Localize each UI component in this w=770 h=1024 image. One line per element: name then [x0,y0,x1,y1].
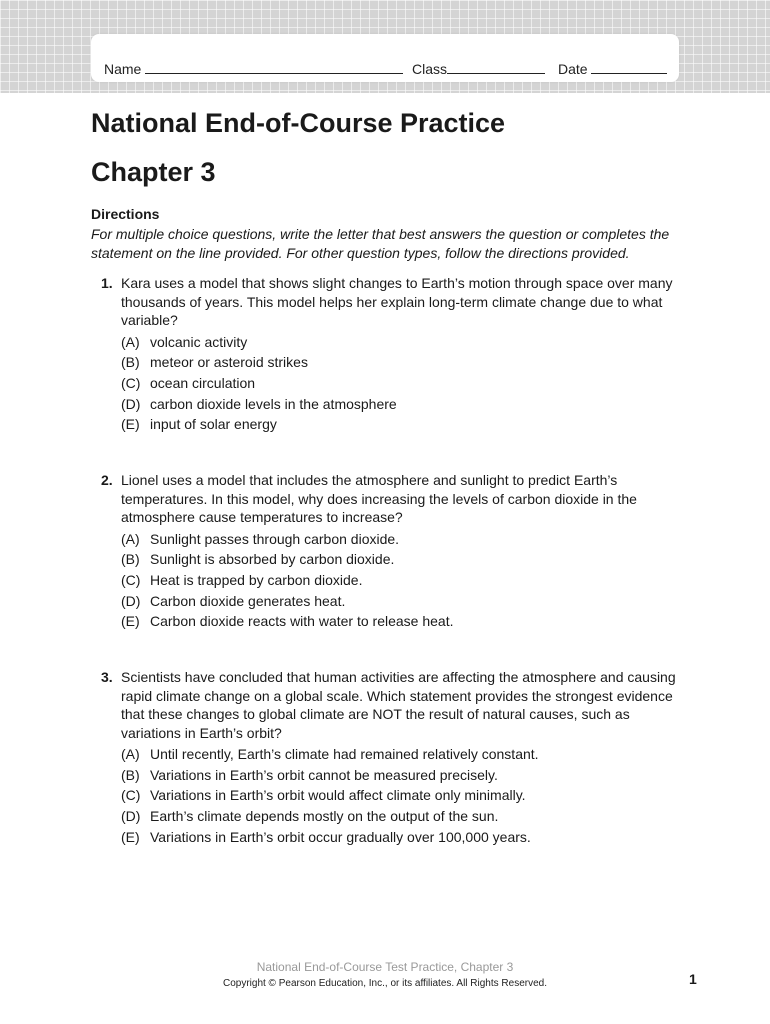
option-letter: (D) [121,395,141,412]
answer-option [121,785,681,806]
answer-options [121,744,681,848]
answer-option [121,570,681,591]
answer-option [121,529,681,550]
option-letter: (B) [121,766,140,783]
name-line[interactable] [145,59,403,74]
option-text: Variations in Earth’s orbit cannot be measured precisely. [150,766,498,783]
option-text: carbon dioxide levels in the atmosphere [150,395,397,412]
class-line[interactable] [447,59,545,74]
question-text: Scientists have concluded that human activities are affecting the atmosphere and causing rapid climate change on a global scale. Which statement provides the strongest evidence that these changes to global climate are NOT the result of natural causes, such as variations in Earth’s orbit? [121,669,676,741]
option-text: Variations in Earth’s orbit would affect climate only minimally. [150,787,526,804]
option-text: Carbon dioxide generates heat. [150,592,346,609]
question-text: Kara uses a model that shows slight changes to Earth’s motion through space over many thousands of years. This model helps her explain long-term climate change due to what variable? [121,275,673,328]
answer-option [121,827,681,848]
question-text: Lionel uses a model that includes the atmosphere and sunlight to predict Earth’s temperatures. In this model, why does increasing the levels of carbon dioxide in the atmosphere cause temperatures to increase? [121,472,637,525]
option-letter: (A) [121,530,140,547]
option-letter: (E) [121,613,140,630]
option-letter: (E) [121,416,140,433]
answer-option [121,611,681,632]
option-text: Heat is trapped by carbon dioxide. [150,571,363,588]
answer-option [121,806,681,827]
answer-option [121,549,681,570]
name-field [104,59,403,77]
class-field [412,59,545,77]
option-letter: (C) [121,374,141,391]
question-3 [91,668,681,848]
option-letter: (D) [121,808,141,825]
option-letter: (C) [121,787,141,804]
option-text: Until recently, Earth’s climate had remained relatively constant. [150,746,539,762]
answer-option [121,373,681,394]
date-line[interactable] [591,59,667,74]
option-text: Sunlight passes through carbon dioxide. [150,530,400,547]
option-letter: (A) [121,746,140,762]
answer-option [121,765,681,786]
date-field [558,59,667,77]
question-number: 2. [101,472,113,488]
option-letter: (B) [121,551,140,568]
option-text: Carbon dioxide reacts with water to release heat. [150,613,454,630]
name-label: Name [104,61,142,77]
student-info-box [91,34,679,82]
option-letter: (B) [121,354,140,371]
question-number: 3. [101,669,113,685]
option-text: ocean circulation [150,374,256,391]
date-label: Date [558,61,588,77]
option-letter: (C) [121,571,141,588]
question-1 [91,274,681,435]
answer-option [121,352,681,373]
answer-options [121,529,681,633]
answer-option [121,332,681,353]
option-text: Earth’s climate depends mostly on the output of the sun. [150,808,499,825]
option-letter: (D) [121,592,141,609]
option-letter: (E) [121,828,140,845]
page-title: National End-of-Course Practice [91,108,506,138]
footer-title: National End-of-Course Test Practice, Chapter 3 [256,960,514,974]
directions-text: For multiple choice questions, write the letter that best answers the question or completes the statement on the line provided. For other question types, follow the directions provided. [91,226,670,261]
option-text: Sunlight is absorbed by carbon dioxide. [150,551,395,568]
chapter-title: Chapter 3 [91,157,216,187]
option-letter: (A) [121,333,140,350]
answer-options [121,332,681,436]
answer-option [121,744,681,765]
question-2 [91,471,681,632]
option-text: volcanic activity [150,333,248,350]
page-number: 1 [689,971,697,987]
answer-option [121,414,681,435]
directions-heading: Directions [91,206,160,222]
class-label: Class [412,61,448,77]
option-text: meteor or asteroid strikes [150,354,308,371]
option-text: input of solar energy [150,416,277,433]
copyright-notice: Copyright © Pearson Education, Inc., or its affiliates. All Rights Reserved. [222,978,547,989]
answer-option [121,591,681,612]
option-text: Variations in Earth’s orbit occur gradually over 100,000 years. [150,828,531,845]
question-number: 1. [101,275,113,291]
answer-option [121,394,681,415]
